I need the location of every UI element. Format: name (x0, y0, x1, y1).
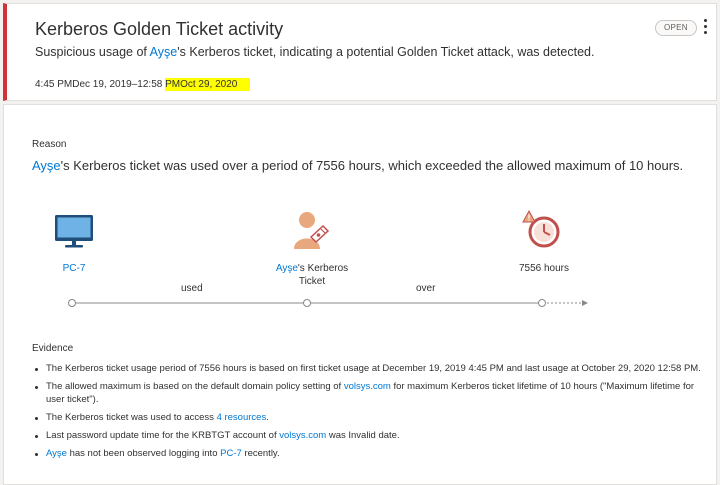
evidence-item (32, 381, 712, 406)
domain-link[interactable]: volsys.com (279, 429, 327, 441)
evidence-text: The Kerberos ticket was used to access (46, 411, 217, 423)
reason-user-link[interactable]: Ayşe (32, 158, 61, 173)
reason-description: 's Kerberos ticket was used over a period of 7556 hours, which exceeded the allowed maximum of 10 hours. (60, 158, 684, 173)
device-link[interactable]: PC-7 (220, 447, 242, 459)
description-suffix: 's Kerberos ticket, indicating a potential Golden Ticket attack, was detected. (177, 45, 595, 59)
timeline-connector (67, 295, 597, 305)
evidence-text: The Kerberos ticket usage period of 7556 hours is based on first ticket usage at December 19, 2019 4:45 PM and last usage at October 29, 2020 12:58 PM. (46, 363, 701, 374)
evidence-item (32, 448, 712, 461)
domain-link[interactable]: volsys.com (343, 381, 391, 392)
evidence-item (32, 412, 712, 425)
description-prefix: Suspicious usage of (35, 45, 150, 59)
evidence-text: The allowed maximum is based on the default domain policy setting of (46, 381, 344, 392)
user-link[interactable]: Ayşe (149, 45, 178, 59)
time-range-end-highlighted: PMOct 29, 2020 (165, 78, 250, 91)
evidence-item (32, 363, 712, 376)
status-badge: OPEN (655, 20, 697, 36)
alert-header-card (3, 3, 717, 101)
more-options-icon[interactable] (699, 16, 711, 38)
evidence-item (32, 430, 712, 443)
alert-details-card (3, 104, 717, 485)
evidence-text: Last password update time for the KRBTGT account of (46, 429, 280, 441)
monitor-icon (54, 213, 94, 254)
alert-title: Kerberos Golden Ticket activity (35, 19, 284, 39)
evidence-text: recently. (241, 447, 280, 459)
evidence-text: for maximum Kerberos ticket lifetime of 10 hours ("Maximum lifetime for user ticket"). (46, 381, 695, 405)
edge-label-over: over (416, 283, 436, 294)
resources-link[interactable]: 4 resources (216, 411, 267, 423)
ticket-label-line2: Ticket (298, 276, 326, 287)
edge-label-used: used (181, 283, 203, 294)
reason-heading: Reason (32, 139, 67, 150)
node-label-pc7[interactable] (44, 262, 104, 275)
user-link[interactable]: Ayşe (46, 447, 67, 459)
evidence-heading: Evidence (32, 343, 74, 354)
ticket-label-rest: 's Kerberos (297, 263, 349, 274)
time-range-start: 4:45 PMDec 19, 2019–12:58 (35, 79, 166, 90)
alert-description (35, 45, 594, 59)
node-label-ticket (262, 262, 362, 288)
evidence-text: . (266, 411, 269, 423)
alert-time-range (35, 79, 250, 90)
evidence-text: has not been observed logging into (66, 447, 221, 459)
ticket-user-link[interactable]: Ayşe (275, 263, 298, 274)
evidence-list (32, 363, 712, 466)
device-link[interactable]: PC-7 (62, 263, 86, 274)
evidence-text: was Invalid date. (326, 429, 400, 441)
user-ticket-icon (291, 209, 333, 256)
node-label-duration: 7556 hours (518, 263, 570, 274)
clock-warning-icon (522, 209, 562, 254)
reason-text (32, 158, 683, 173)
